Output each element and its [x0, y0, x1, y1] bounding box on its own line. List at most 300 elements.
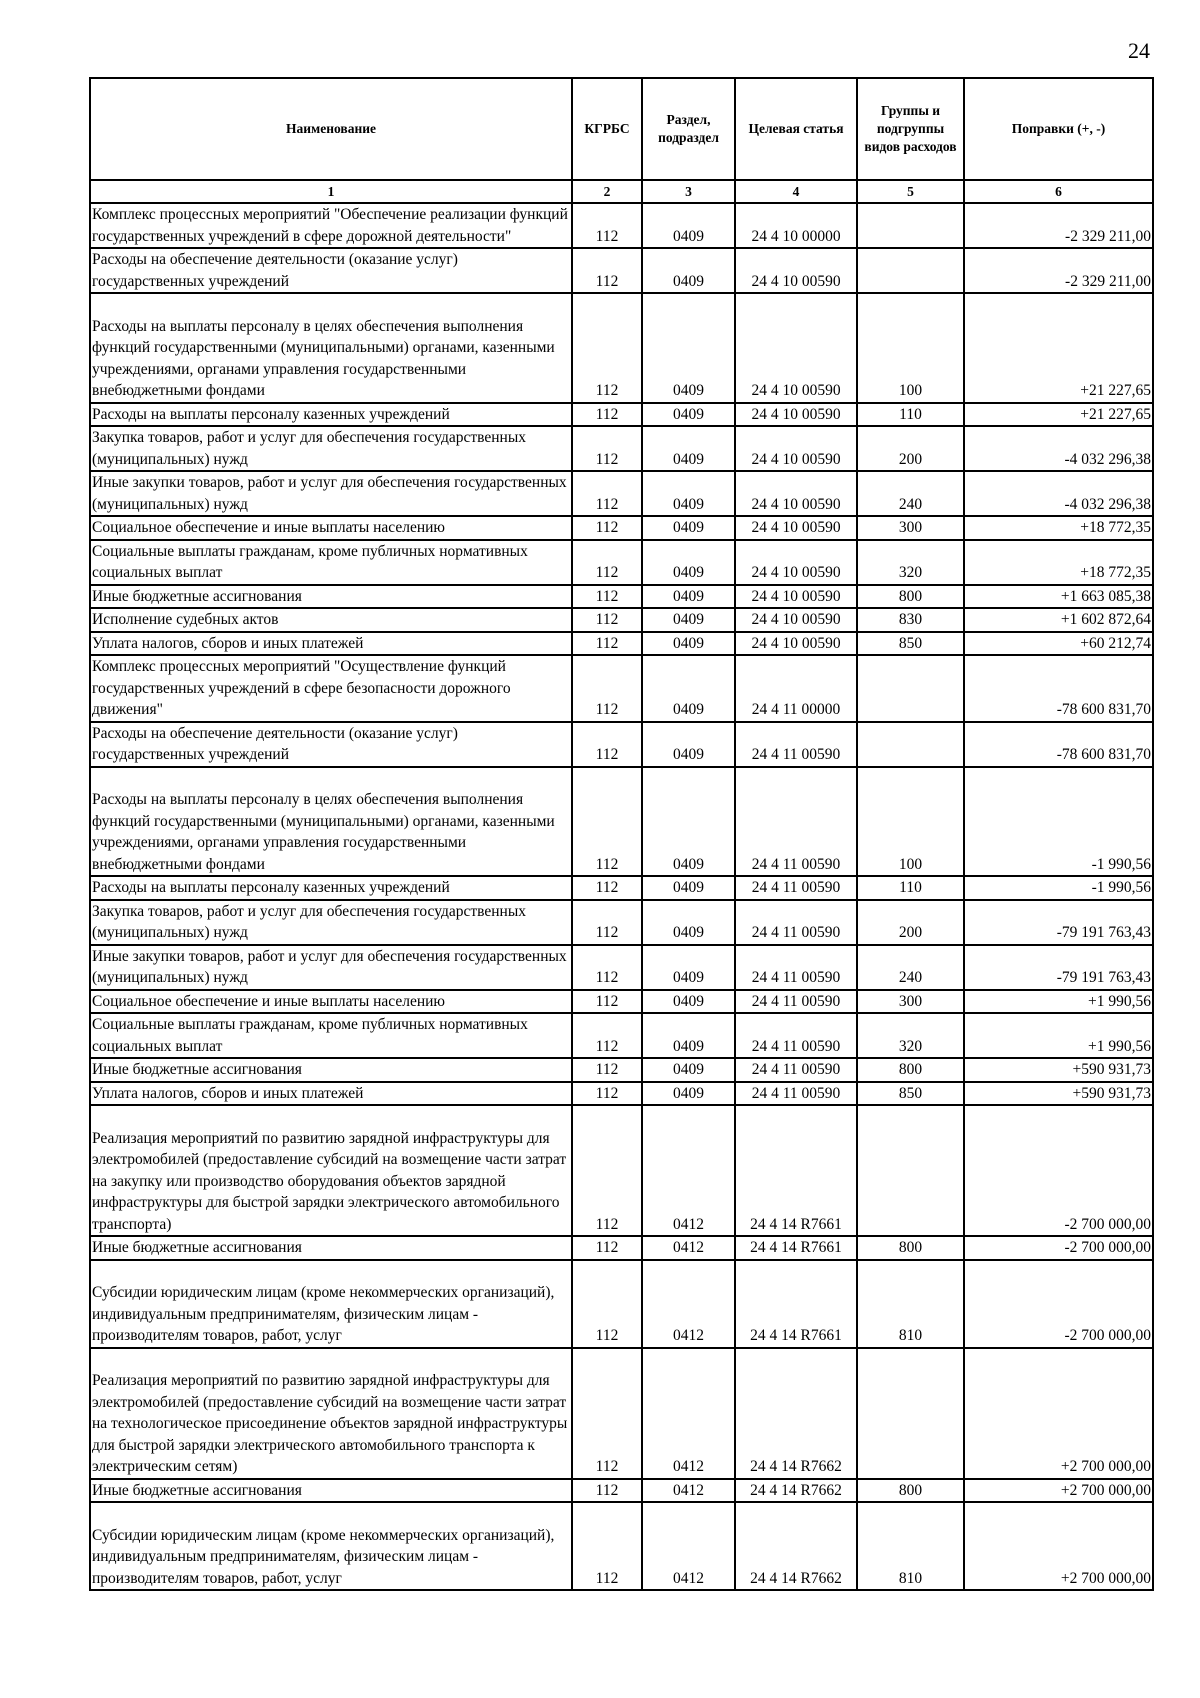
row-section-text: 0409	[673, 746, 704, 763]
row-target	[735, 608, 857, 632]
row-target	[735, 722, 857, 767]
row-name-text: Реализация мероприятий по развитию зарядной инфраструктуры для электромобилей (предоставление субсидий на возмещение части затрат на технологическое присоединение объектов зарядной инфраструктуры для быстрой зарядки электрического автомобильного транспорта к электрическим сетям)	[92, 1372, 568, 1475]
row-name	[90, 1348, 572, 1479]
row-kgrbs-text: 112	[595, 701, 619, 718]
row-kgrbs	[572, 655, 642, 722]
row-amount-text: -2 700 000,00	[1064, 1239, 1151, 1256]
row-kgrbs	[572, 1013, 642, 1058]
row-amount-text: +1 990,56	[1088, 1037, 1151, 1055]
column-number: 2	[572, 180, 642, 203]
row-target	[735, 1013, 857, 1058]
row-kgrbs-text: 112	[595, 992, 619, 1010]
row-name-text: Закупка товаров, работ и услуг для обеспечения государственных (муниципальных) нужд	[92, 429, 527, 468]
row-section	[642, 540, 735, 585]
row-target	[735, 471, 857, 516]
row-group	[857, 203, 964, 248]
row-name-text: Социальное обеспечение и иные выплаты населению	[92, 519, 446, 536]
row-amount-text: +21 227,65	[1080, 405, 1151, 423]
blank-line	[92, 1106, 570, 1128]
row-amount-text: +590 931,73	[1072, 1084, 1151, 1102]
row-name	[90, 1105, 572, 1236]
header-target: Целевая статья	[735, 78, 857, 180]
row-section-text: 0409	[673, 495, 704, 513]
row-target-text: 24 4 14 R7661	[750, 1239, 842, 1256]
table-row	[90, 900, 1153, 945]
row-kgrbs-text: 112	[595, 1458, 619, 1475]
row-kgrbs	[572, 1479, 642, 1503]
row-amount	[964, 1058, 1153, 1082]
row-amount	[964, 900, 1153, 945]
row-amount-text: +1 990,56	[1088, 992, 1151, 1010]
column-number-row	[90, 180, 1153, 203]
row-section	[642, 1082, 735, 1106]
row-amount	[964, 945, 1153, 990]
row-group	[857, 990, 964, 1014]
row-name	[90, 1082, 572, 1106]
row-name	[90, 426, 572, 471]
row-kgrbs-text: 112	[595, 495, 619, 513]
row-target	[735, 1082, 857, 1106]
row-group	[857, 722, 964, 767]
row-name	[90, 248, 572, 293]
table-row	[90, 516, 1153, 540]
row-group-text: 320	[898, 564, 923, 581]
row-amount-text: -2 700 000,00	[1064, 1215, 1151, 1233]
header-row	[90, 78, 1153, 180]
row-amount-text: +2 700 000,00	[1060, 1481, 1151, 1499]
row-name-text: Исполнение судебных актов	[92, 611, 279, 628]
row-section-text: 0412	[673, 1327, 704, 1344]
header-amendments: Поправки (+, -)	[964, 78, 1153, 180]
row-group	[857, 1058, 964, 1082]
row-group	[857, 1502, 964, 1590]
row-group-text: 100	[898, 382, 923, 399]
row-amount	[964, 990, 1153, 1014]
row-section-text: 0409	[673, 634, 704, 652]
row-target-text: 24 4 11 00000	[751, 701, 841, 718]
row-amount-text: +21 227,65	[1080, 382, 1151, 399]
row-name-text: Социальные выплаты гражданам, кроме публичных нормативных социальных выплат	[92, 542, 528, 581]
row-target	[735, 540, 857, 585]
row-group-text: 100	[898, 855, 923, 873]
row-kgrbs	[572, 1502, 642, 1590]
row-kgrbs	[572, 1260, 642, 1348]
row-name-text: Иные бюджетные ассигнования	[92, 587, 302, 605]
row-group-text: 850	[898, 634, 923, 652]
row-group	[857, 1260, 964, 1348]
row-name-text: Иные закупки товаров, работ и услуг для обеспечения государственных (муниципальных) нужд	[92, 947, 567, 986]
row-target-text: 24 4 11 00590	[751, 1037, 841, 1055]
row-section	[642, 1502, 735, 1590]
row-amount-text: -2 329 211,00	[1065, 227, 1151, 245]
row-amount	[964, 203, 1153, 248]
row-name-text: Иные бюджетные ассигнования	[92, 1061, 302, 1078]
row-amount	[964, 632, 1153, 656]
row-amount-text: -1 990,56	[1091, 855, 1151, 873]
table-row	[90, 945, 1153, 990]
row-group	[857, 945, 964, 990]
row-kgrbs	[572, 1058, 642, 1082]
row-group-text: 830	[898, 611, 923, 628]
row-amount-text: +2 700 000,00	[1060, 1569, 1151, 1587]
row-group-text: 300	[898, 519, 923, 536]
row-section	[642, 403, 735, 427]
row-target-text: 24 4 11 00590	[751, 924, 841, 941]
row-target	[735, 426, 857, 471]
row-kgrbs	[572, 1082, 642, 1106]
row-section	[642, 767, 735, 877]
row-target	[735, 203, 857, 248]
row-group	[857, 1348, 964, 1479]
row-target-text: 24 4 11 00590	[751, 855, 841, 873]
row-target-text: 24 4 14 R7661	[750, 1215, 842, 1233]
row-name-text: Уплата налогов, сборов и иных платежей	[92, 1084, 364, 1102]
row-group	[857, 632, 964, 656]
blank-line	[92, 1349, 570, 1371]
row-amount	[964, 1348, 1153, 1479]
row-target-text: 24 4 10 00590	[751, 587, 841, 605]
blank-line	[92, 1261, 570, 1283]
table-row	[90, 1502, 1153, 1590]
column-number: 3	[642, 180, 735, 203]
row-target-text: 24 4 11 00590	[751, 992, 841, 1010]
row-name-text: Уплата налогов, сборов и иных платежей	[92, 634, 364, 652]
row-target-text: 24 4 10 00590	[751, 495, 841, 513]
row-group	[857, 540, 964, 585]
table-row	[90, 1013, 1153, 1058]
row-amount-text: -1 990,56	[1091, 879, 1151, 896]
row-kgrbs-text: 112	[595, 634, 619, 652]
row-kgrbs-text: 112	[595, 879, 619, 896]
row-kgrbs-text: 112	[595, 405, 619, 423]
row-section-text: 0412	[673, 1458, 704, 1475]
row-group	[857, 1479, 964, 1503]
row-name	[90, 1058, 572, 1082]
row-kgrbs	[572, 1105, 642, 1236]
row-amount-text: -79 191 763,43	[1056, 969, 1151, 986]
row-target-text: 24 4 14 R7662	[750, 1458, 842, 1475]
row-kgrbs	[572, 722, 642, 767]
row-amount	[964, 516, 1153, 540]
blank-line	[92, 1503, 570, 1525]
row-group	[857, 471, 964, 516]
row-kgrbs	[572, 403, 642, 427]
row-kgrbs-text: 112	[595, 272, 619, 290]
row-group	[857, 655, 964, 722]
row-section-text: 0409	[673, 382, 704, 399]
blank-line	[92, 294, 570, 316]
row-section	[642, 471, 735, 516]
row-group-text: 800	[898, 1239, 923, 1256]
row-amount	[964, 540, 1153, 585]
row-group	[857, 426, 964, 471]
row-kgrbs-text: 112	[595, 587, 619, 605]
row-name-text: Иные бюджетные ассигнования	[92, 1239, 302, 1256]
row-group	[857, 767, 964, 877]
table-row	[90, 1479, 1153, 1503]
row-amount	[964, 293, 1153, 403]
row-name-text: Субсидии юридическим лицам (кроме некоммерческих организаций), индивидуальным предпринимателям, физическим лицам - производителям товаров, работ, услуг	[92, 1284, 555, 1344]
row-kgrbs-text: 112	[595, 382, 619, 399]
row-kgrbs-text: 112	[595, 855, 619, 873]
row-section	[642, 1013, 735, 1058]
row-kgrbs-text: 112	[595, 746, 619, 763]
row-name	[90, 471, 572, 516]
row-group-text: 200	[898, 450, 923, 468]
row-kgrbs	[572, 900, 642, 945]
row-kgrbs	[572, 293, 642, 403]
row-group-text: 810	[898, 1569, 923, 1587]
column-number: 5	[857, 180, 964, 203]
row-target-text: 24 4 10 00590	[751, 611, 841, 628]
row-amount	[964, 1105, 1153, 1236]
row-amount-text: +2 700 000,00	[1060, 1458, 1151, 1475]
row-group-text: 240	[898, 969, 923, 986]
table-row	[90, 585, 1153, 609]
row-target-text: 24 4 11 00590	[751, 879, 841, 896]
row-target-text: 24 4 11 00590	[751, 1084, 841, 1102]
row-kgrbs	[572, 540, 642, 585]
row-target-text: 24 4 10 00590	[751, 272, 841, 290]
row-name	[90, 608, 572, 632]
row-name-text: Иные бюджетные ассигнования	[92, 1481, 302, 1499]
table-row	[90, 426, 1153, 471]
row-target	[735, 945, 857, 990]
row-target	[735, 1479, 857, 1503]
row-amount	[964, 876, 1153, 900]
row-name-text: Расходы на выплаты персоналу в целях обеспечения выполнения функций государственными (муниципальными) органами, казенными учреждениями, органами управления государственными внебюджетными фондами	[92, 317, 555, 399]
row-section	[642, 945, 735, 990]
row-kgrbs-text: 112	[595, 1037, 619, 1055]
row-section-text: 0409	[673, 1061, 704, 1078]
row-amount-text: +590 931,73	[1072, 1061, 1151, 1078]
row-name-text: Комплекс процессных мероприятий "Осуществление функций государственных учреждений в сфере безопасности дорожного движения"	[92, 658, 511, 718]
row-section-text: 0409	[673, 992, 704, 1010]
row-section	[642, 516, 735, 540]
row-amount	[964, 248, 1153, 293]
page-number: 24	[1128, 38, 1150, 63]
row-name-text: Реализация мероприятий по развитию зарядной инфраструктуры для электромобилей (предоставление субсидий на возмещение части затрат на закупку или производство оборудования объектов зарядной инфраструктуры для быстрой зарядки электрического автомобильного транспорта)	[92, 1129, 567, 1233]
row-group-text: 300	[898, 992, 923, 1010]
row-target-text: 24 4 10 00590	[751, 564, 841, 581]
row-kgrbs	[572, 990, 642, 1014]
row-target	[735, 1236, 857, 1260]
table-row	[90, 1105, 1153, 1236]
row-amount-text: -4 032 296,38	[1064, 495, 1151, 513]
row-target-text: 24 4 14 R7662	[750, 1481, 842, 1499]
row-kgrbs-text: 112	[595, 969, 619, 986]
row-name	[90, 990, 572, 1014]
row-name-text: Субсидии юридическим лицам (кроме некоммерческих организаций), индивидуальным предпринимателям, физическим лицам - производителям товаров, работ, услуг	[92, 1526, 555, 1587]
row-section-text: 0409	[673, 969, 704, 986]
row-kgrbs-text: 112	[595, 564, 619, 581]
row-name	[90, 585, 572, 609]
row-amount-text: -78 600 831,70	[1056, 746, 1151, 763]
row-name-text: Расходы на выплаты персоналу в целях обеспечения выполнения функций государственными (муниципальными) органами, казенными учреждениями, органами управления государственными внебюджетными фондами	[92, 791, 555, 873]
row-kgrbs	[572, 585, 642, 609]
row-section-text: 0409	[673, 450, 704, 468]
row-section	[642, 248, 735, 293]
row-amount	[964, 1502, 1153, 1590]
table-row	[90, 1058, 1153, 1082]
row-name	[90, 403, 572, 427]
row-target	[735, 516, 857, 540]
row-target	[735, 767, 857, 877]
row-section	[642, 722, 735, 767]
table-row	[90, 1260, 1153, 1348]
row-kgrbs-text: 112	[595, 1239, 619, 1256]
row-section	[642, 1105, 735, 1236]
table-row	[90, 990, 1153, 1014]
row-section-text: 0412	[673, 1481, 704, 1499]
row-name	[90, 1502, 572, 1590]
table-row	[90, 632, 1153, 656]
row-name	[90, 1013, 572, 1058]
table-row	[90, 655, 1153, 722]
row-group-text: 320	[898, 1037, 923, 1055]
row-name	[90, 1479, 572, 1503]
row-section	[642, 632, 735, 656]
row-section-text: 0409	[673, 879, 704, 896]
row-amount	[964, 767, 1153, 877]
row-name-text: Расходы на выплаты персоналу казенных учреждений	[92, 405, 450, 423]
row-target-text: 24 4 14 R7661	[750, 1327, 842, 1344]
row-name	[90, 1260, 572, 1348]
row-section-text: 0412	[673, 1569, 704, 1587]
row-kgrbs-text: 112	[595, 1569, 619, 1587]
budget-amendments-table	[89, 77, 1154, 1591]
row-group	[857, 876, 964, 900]
blank-line	[92, 768, 570, 790]
row-group	[857, 293, 964, 403]
header-section: Раздел, подраздел	[642, 78, 735, 180]
row-target	[735, 990, 857, 1014]
row-name-text: Социальное обеспечение и иные выплаты населению	[92, 992, 446, 1010]
row-group	[857, 1013, 964, 1058]
row-kgrbs-text: 112	[595, 519, 619, 536]
row-section-text: 0409	[673, 519, 704, 536]
row-section	[642, 990, 735, 1014]
row-name	[90, 203, 572, 248]
row-section	[642, 426, 735, 471]
row-kgrbs	[572, 945, 642, 990]
table-row	[90, 1348, 1153, 1479]
row-target	[735, 1058, 857, 1082]
row-amount	[964, 403, 1153, 427]
header-kgrbs: КГРБС	[572, 78, 642, 180]
table-row	[90, 876, 1153, 900]
table-row	[90, 293, 1153, 403]
row-amount-text: -78 600 831,70	[1056, 701, 1151, 718]
header-groups: Группы и подгруппы видов расходов	[857, 78, 964, 180]
row-amount	[964, 426, 1153, 471]
row-target-text: 24 4 11 00590	[751, 1061, 841, 1078]
row-target	[735, 1260, 857, 1348]
row-target	[735, 293, 857, 403]
row-section	[642, 900, 735, 945]
row-target	[735, 876, 857, 900]
row-target-text: 24 4 10 00000	[751, 227, 841, 245]
table-body	[90, 203, 1153, 1590]
row-group	[857, 403, 964, 427]
row-section-text: 0409	[673, 1084, 704, 1102]
row-kgrbs-text: 112	[595, 1481, 619, 1499]
row-name	[90, 767, 572, 877]
row-name	[90, 722, 572, 767]
row-amount-text: -2 700 000,00	[1064, 1327, 1151, 1344]
table-row	[90, 1236, 1153, 1260]
row-section-text: 0409	[673, 611, 704, 628]
row-section-text: 0412	[673, 1215, 704, 1233]
row-kgrbs	[572, 426, 642, 471]
row-name-text: Расходы на обеспечение деятельности (оказание услуг) государственных учреждений	[92, 724, 458, 763]
row-group	[857, 608, 964, 632]
row-section-text: 0409	[673, 587, 704, 605]
row-target	[735, 1348, 857, 1479]
row-kgrbs-text: 112	[595, 1061, 619, 1078]
row-amount	[964, 585, 1153, 609]
table-row	[90, 203, 1153, 248]
row-group	[857, 900, 964, 945]
table-row	[90, 471, 1153, 516]
row-section	[642, 203, 735, 248]
row-kgrbs-text: 112	[595, 227, 619, 245]
row-section	[642, 1260, 735, 1348]
row-group-text: 810	[898, 1327, 923, 1344]
row-target	[735, 585, 857, 609]
row-kgrbs-text: 112	[595, 924, 619, 941]
row-name	[90, 945, 572, 990]
row-group-text: 800	[898, 1061, 923, 1078]
row-name-text: Социальные выплаты гражданам, кроме публичных нормативных социальных выплат	[92, 1016, 528, 1055]
row-kgrbs	[572, 632, 642, 656]
table-row	[90, 1082, 1153, 1106]
row-group-text: 240	[898, 495, 923, 513]
row-name	[90, 1236, 572, 1260]
row-kgrbs	[572, 516, 642, 540]
row-group-text: 110	[899, 405, 922, 423]
row-section	[642, 608, 735, 632]
column-number: 4	[735, 180, 857, 203]
row-group-text: 800	[898, 1481, 923, 1499]
row-amount	[964, 1479, 1153, 1503]
row-section-text: 0409	[673, 272, 704, 290]
row-target	[735, 632, 857, 656]
row-kgrbs	[572, 1236, 642, 1260]
row-section	[642, 1348, 735, 1479]
row-amount-text: +18 772,35	[1080, 519, 1151, 536]
table-row	[90, 248, 1153, 293]
row-section	[642, 1058, 735, 1082]
row-kgrbs	[572, 767, 642, 877]
row-group-text: 800	[898, 587, 923, 605]
row-amount	[964, 655, 1153, 722]
row-section-text: 0409	[673, 701, 704, 718]
row-name	[90, 516, 572, 540]
row-name	[90, 876, 572, 900]
row-section-text: 0409	[673, 1037, 704, 1055]
row-section-text: 0409	[673, 405, 704, 423]
row-name-text: Расходы на обеспечение деятельности (оказание услуг) государственных учреждений	[92, 251, 458, 290]
row-amount	[964, 1236, 1153, 1260]
column-number: 6	[964, 180, 1153, 203]
row-target	[735, 1105, 857, 1236]
row-section	[642, 1479, 735, 1503]
row-target-text: 24 4 14 R7662	[750, 1569, 842, 1587]
row-amount-text: +18 772,35	[1080, 564, 1151, 581]
table-row	[90, 540, 1153, 585]
row-section	[642, 655, 735, 722]
